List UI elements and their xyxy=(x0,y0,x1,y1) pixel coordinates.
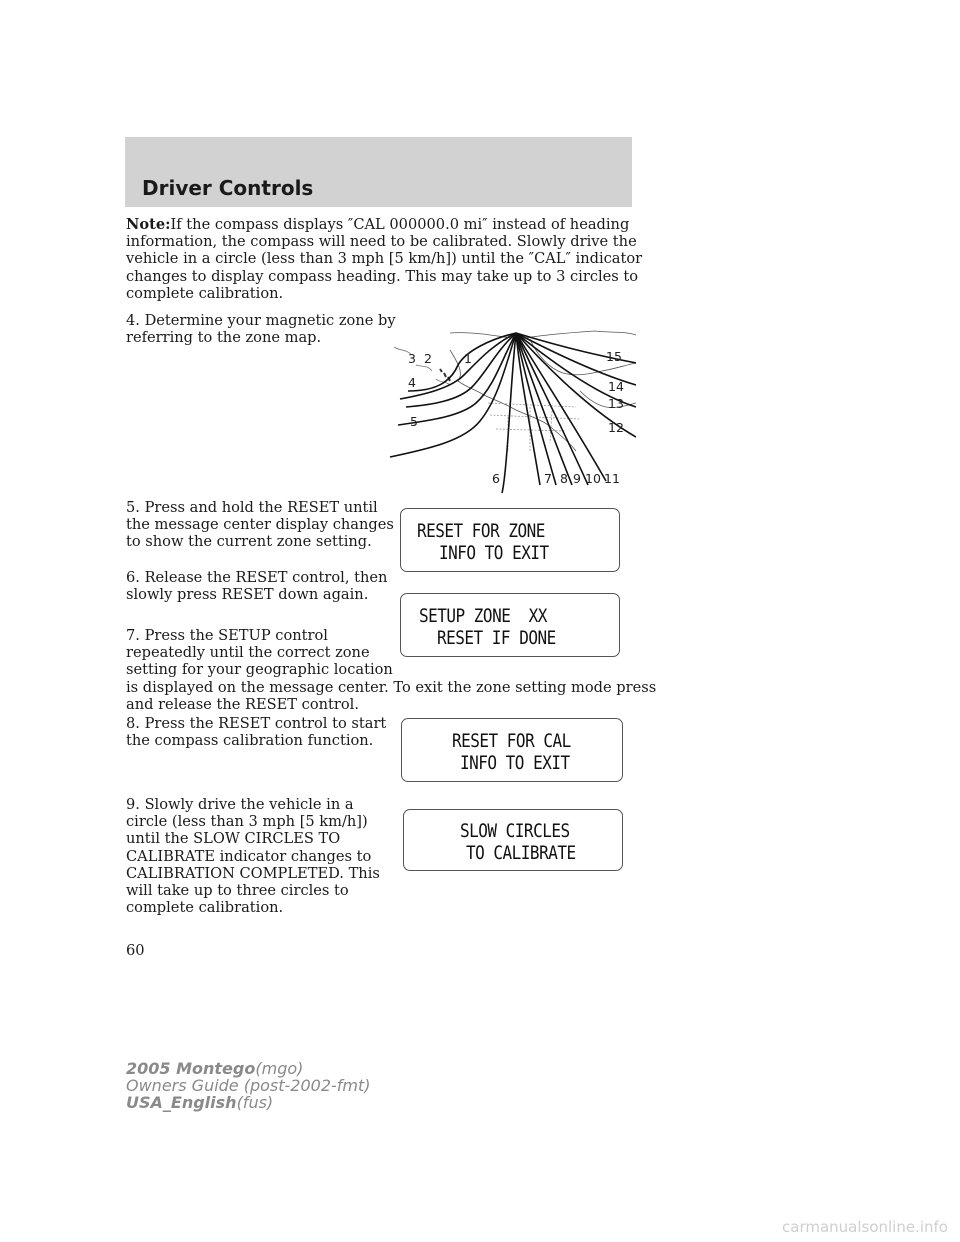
display-line: RESET FOR CAL xyxy=(452,729,571,752)
zone-label-8: 8 xyxy=(560,471,568,486)
display-line: RESET IF DONE xyxy=(437,626,556,649)
step-line: 5. Press and hold the RESET until xyxy=(126,499,378,516)
step-line: referring to the zone map. xyxy=(126,329,322,347)
display-line: RESET FOR ZONE xyxy=(417,519,545,542)
step-9 xyxy=(126,796,380,916)
footer-line-3 xyxy=(126,1094,273,1111)
step-line: complete calibration. xyxy=(126,899,284,917)
footer-language-code: (fus) xyxy=(236,1093,274,1112)
section-title: Driver Controls xyxy=(142,176,314,200)
step-line: the compass calibration function. xyxy=(126,732,374,750)
footer-line-2: Owners Guide (post-2002-fmt) xyxy=(126,1076,371,1095)
zone-label-13: 13 xyxy=(608,396,624,411)
step-4 xyxy=(126,312,396,346)
zone-label-9: 9 xyxy=(573,471,581,486)
step-line: 8. Press the RESET control to start xyxy=(126,715,387,732)
display-reset-for-zone xyxy=(400,508,620,572)
note-line: changes to display compass heading. This may take up to 3 circles to xyxy=(126,267,639,285)
step-line: repeatedly until the correct zone xyxy=(126,644,370,662)
zone-label-1: 1 xyxy=(464,351,472,366)
step-line: 7. Press the SETUP control xyxy=(126,627,328,644)
display-line: INFO TO EXIT xyxy=(439,541,549,564)
note-line: If the compass displays ″CAL 000000.0 mi″ instead of heading xyxy=(170,216,630,233)
footer-line-1 xyxy=(126,1060,303,1077)
step-line: will take up to three circles to xyxy=(126,882,349,900)
note-line: information, the compass will need to be calibrated. Slowly drive the xyxy=(126,233,637,251)
zone-label-5: 5 xyxy=(410,414,418,429)
footer-language: USA_English xyxy=(126,1093,237,1112)
page-number: 60 xyxy=(126,942,145,959)
display-line: SLOW CIRCLES xyxy=(460,819,570,842)
step-8 xyxy=(126,715,386,749)
step-5 xyxy=(126,499,394,551)
step-line: to show the current zone setting. xyxy=(126,533,372,551)
footer-model-code: (mgo) xyxy=(255,1059,304,1078)
magnetic-zone-map xyxy=(380,325,636,495)
step-line: and release the RESET control. xyxy=(126,695,359,713)
note-label: Note: xyxy=(126,216,171,233)
display-reset-for-cal xyxy=(401,718,623,782)
step-7 xyxy=(126,627,656,713)
step-line: CALIBRATE indicator changes to xyxy=(126,847,372,865)
note-line: complete calibration. xyxy=(126,284,284,302)
step-line: until the SLOW CIRCLES TO xyxy=(126,830,341,848)
step-6 xyxy=(126,569,387,603)
step-line: 6. Release the RESET control, then xyxy=(126,569,388,586)
zone-label-6: 6 xyxy=(492,471,500,486)
step-line: circle (less than 3 mph [5 km/h]) xyxy=(126,813,368,831)
step-line: CALIBRATION COMPLETED. This xyxy=(126,864,380,882)
step-line: the message center display changes xyxy=(126,516,394,534)
note-paragraph xyxy=(126,216,642,302)
zone-label-15: 15 xyxy=(606,349,622,364)
zone-label-4: 4 xyxy=(408,375,416,390)
step-line: setting for your geographic location xyxy=(126,661,393,679)
step-line: 9. Slowly drive the vehicle in a xyxy=(126,796,354,813)
zone-label-7: 7 xyxy=(544,471,552,486)
zone-label-10: 10 xyxy=(585,471,601,486)
display-line: TO CALIBRATE xyxy=(466,841,576,864)
step-line: 4. Determine your magnetic zone by xyxy=(126,312,396,329)
step-line: slowly press RESET down again. xyxy=(126,586,369,604)
note-line: vehicle in a circle (less than 3 mph [5 km/h]) until the ″CAL″ indicator xyxy=(126,250,643,268)
display-line: INFO TO EXIT xyxy=(460,751,570,774)
watermark: carmanualsonline.info xyxy=(782,1218,948,1236)
zone-label-11: 11 xyxy=(604,471,620,486)
zone-label-2: 2 xyxy=(424,351,432,366)
footer-model: 2005 Montego xyxy=(126,1059,256,1078)
step-line: is displayed on the message center. To exit the zone setting mode press xyxy=(126,678,657,696)
display-line: SETUP ZONE XX xyxy=(419,604,547,627)
zone-label-12: 12 xyxy=(608,420,624,435)
display-slow-circles xyxy=(403,809,623,871)
zone-label-3: 3 xyxy=(408,351,416,366)
zone-label-14: 14 xyxy=(608,379,624,394)
